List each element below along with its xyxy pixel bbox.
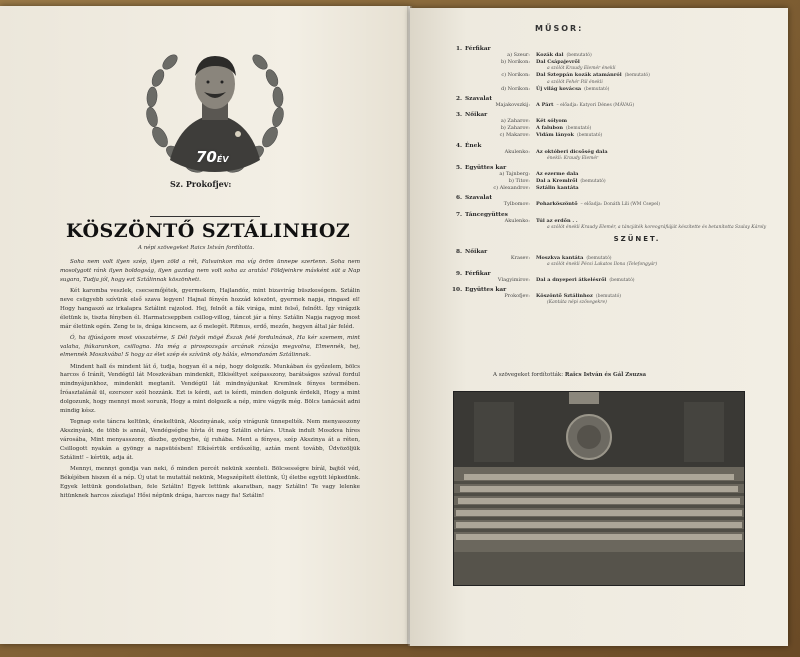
- program-piece: [452, 102, 782, 109]
- program-item-number: 7.: [455, 211, 462, 218]
- piece-title: A Párt: [536, 101, 554, 108]
- piece-title: Dal Szteppán kozák atamánról: [536, 72, 622, 79]
- piece-composer: c) Alexandrov:: [493, 185, 530, 192]
- piece-title: Sztálin kantáta: [536, 185, 579, 192]
- piece-composer: Akulenko:: [504, 217, 530, 224]
- piece-composer: b) Norikon:: [500, 59, 530, 66]
- poem-paragraph: Soha nem volt ilyen szép, ilyen zöld a rét, Falvainkon ma víg öröm ünnepe szertenn. Soha nem mosolygott ránk ilyen boldogság, ilyen gazdag nem volt soha az aratás! Földjeinkre másként süt a Nap sugara, Tudja jól, hogy ezt Sztálinnak köszönheti.: [60, 259, 360, 283]
- piece-title: A falubon: [536, 125, 564, 132]
- piece-composer: a) Szeur:: [507, 52, 530, 58]
- left-page: [0, 6, 410, 644]
- piece-note: – előadja: Katyori Dénes (MÁVAG): [556, 102, 635, 108]
- document-title: KÖSZÖNTŐ SZTÁLINHOZ: [66, 220, 351, 242]
- program-piece: [452, 293, 782, 300]
- piece-title: Kozák dal: [536, 52, 564, 58]
- program-item-title: Férfikar: [465, 271, 491, 278]
- program-item: [452, 96, 782, 109]
- author-name: Sz. Prokofjev:: [170, 179, 232, 189]
- program-piece: [452, 201, 782, 208]
- choir-photograph: [453, 391, 745, 586]
- program-piece: [452, 132, 782, 139]
- piece-title: Dal Csápajevről: [536, 59, 580, 66]
- program-list: [452, 46, 782, 309]
- program-item-number: 5.: [455, 164, 462, 171]
- poem-paragraph: Mindent hall és mindent lát ő, tudja, hogyan él a nép, hogy dolgozik. Munkában és győzelem, bölcs harcos ő Iránít, Vendégül lát Moszkvában mindenkit, Elkiséltyet szépasszony, barátságos szóval fordul mindnyájunkhoz, mindenkit megtanít. Vendégül lát mindnyájunkat Kremlnek fényes termében. Íróasztalánál ül, ezerszer szól hozzánk. Ezt is kérdi, azt is kérdi, minden dolgunk érdekli, Hogy a mint dolgozunk, hogy mennyi most sorunk, Hogy a mint dolgozik a nép, mire vágyik még. Bölcs tanácsát adni mindig kész.: [60, 363, 360, 415]
- program-item: [452, 287, 782, 306]
- program-item: [452, 112, 782, 140]
- poem-paragraph: Két karomba veszlek, csecsemőjétek, gyermekem, Hajlandóz, mint bizavirág büszkeségem. Sztálin neve csügyebb szívünk első szava legyen! Hajnal fényén hozzád köszönt, gyermek napja, ringasd el! Hogy hangaszó az irkalapra Sztálint rajzolod. Hej, felnőt a fák virága, mint felső, felnőtt. Így virágzik életünk is, tiszta fényben él. Harmatcseppben csillog-villog, táncot jár a fény. Sztálin Napja ragyog most már életünk egén. Zeng te is, drága kincsem, az ő melegét. Ritmus, erdő, mezőn, hegyen által jár feléd.: [60, 287, 360, 330]
- piece-composer: c) Makarov:: [499, 132, 530, 139]
- piece-composer: Akulenko:: [504, 148, 530, 155]
- program-heading: MŰSOR:: [535, 24, 584, 33]
- piece-composer: b) Titov:: [508, 178, 530, 185]
- program-piece: [452, 277, 782, 284]
- program-piece: [452, 171, 782, 178]
- piece-composer: Vlagyimirov:: [497, 277, 530, 284]
- translators-credit: A szövegeket fordították: Raics István és Gál Zsuzsa: [493, 372, 647, 378]
- program-item-title: Együttes kar: [465, 287, 507, 294]
- program-item-number: 2.: [455, 95, 462, 102]
- program-item: [452, 195, 782, 208]
- program-item: [452, 249, 782, 268]
- piece-note: (bemutató): [580, 179, 606, 185]
- program-piece: [452, 72, 782, 79]
- program-piece: [452, 86, 782, 93]
- piece-composer: Tylbomov:: [503, 201, 530, 208]
- title-divider: [150, 216, 260, 217]
- piece-performer-note: a szólót énekli Kraudy Elemér, a táncjáték koreográfiáját készítette és betanította Szalay Károly: [547, 224, 767, 230]
- program-item-title: Együttes kar: [465, 164, 507, 171]
- piece-note: (bemutató): [609, 278, 635, 284]
- piece-composer: c) Norikon:: [501, 72, 530, 79]
- piece-note: (bemutató): [624, 73, 650, 79]
- program-item-number: 9.: [455, 271, 462, 278]
- program-item-title: Ének: [465, 142, 482, 149]
- seventy-years-caption: 70ÉV: [196, 148, 229, 166]
- poem-text: [60, 258, 360, 503]
- piece-performer-note: a szólót Fehér Pál énekli: [547, 79, 603, 85]
- piece-title: Túl az erdőn . .: [536, 217, 578, 224]
- piece-performer-note: (Kantáta népi szövegekre): [547, 300, 607, 306]
- program-item: [452, 212, 782, 231]
- piece-note: (bemutató): [586, 255, 612, 261]
- piece-composer: a) Tajnberg:: [499, 170, 530, 177]
- program-item-title: Táncegyüttes: [465, 211, 508, 218]
- piece-composer: Majakovszkij:: [495, 101, 530, 108]
- program-piece: [452, 59, 782, 66]
- program-item: [452, 165, 782, 193]
- piece-title: Az októberi dicsőség dala: [536, 148, 608, 155]
- piece-composer: Prokofjev:: [504, 293, 530, 300]
- program-item: [452, 271, 782, 284]
- piece-title: Moszkva kantáta: [536, 254, 584, 261]
- program-item: [452, 143, 782, 162]
- program-item-number: 8.: [455, 248, 462, 255]
- program-item-title: Férfikar: [465, 46, 491, 52]
- piece-composer: Krasev:: [510, 254, 530, 261]
- poem-paragraph: Ó, ha ifjúságom most visszatérne, S Dél folyói mögé Észak felé fordulnának, Ha kér szemem, mint valaha, fiúkarunkon, csillogna. Ha még a pirospozsgás arcának rózsája megvolna, Elmennék, hej, elmennék Moszkvába! S hogy az élet szép és szívünk oly hálás, elmondanám Sztálinnak.: [60, 334, 360, 359]
- piece-composer: a) Zaharov:: [500, 118, 530, 125]
- piece-note: (bemutató): [566, 53, 592, 58]
- piece-note: (bemutató): [576, 133, 603, 139]
- piece-note: (bemutató): [584, 86, 610, 92]
- program-item-title: Nőikar: [465, 248, 488, 255]
- program-item: [452, 46, 782, 93]
- piece-title: Dal a dnyeperi átkelésről: [536, 277, 607, 284]
- program-leaflet: [0, 6, 790, 646]
- piece-note: – előadja: Donáth Lili (WM Csepel): [580, 202, 660, 208]
- piece-title: Két sólyom: [536, 118, 568, 125]
- poem-paragraph: Tegnap este táncra keltünk, énekeltünk, Akszinyának, szép virágunk ünnepelték. Nem menyasszony Akszinyánk, de több is annál, Vendégségbe hívta őt meg Sztálin elvtárs. Utnak indult Moszkva híres városába, Mint menyasszony, díszbe, gyöngybe, új ruhába. Ment a fényes, szép Akszinya át a réten, Csillogott nyakán a gyöngy a napsütésben! Elkísértük erdőszélig, aztán ment tovább, Üdvözöljük Sztálint! – kértük, adja át.: [60, 419, 360, 461]
- translator-note: A népi szövegeket Raics István fordította.: [138, 245, 255, 251]
- piece-performer-note: a szólót Kraudy Elemér énekli: [547, 66, 616, 72]
- piece-note: (bemutató): [566, 126, 592, 132]
- piece-title: Köszöntő Sztálinhoz: [536, 293, 593, 300]
- piece-composer: d) Norikon:: [500, 85, 530, 92]
- piece-title: Dal a Kremlről: [536, 178, 578, 185]
- piece-title: Vidám lányok: [536, 132, 574, 139]
- program-item-number: 6.: [455, 195, 462, 202]
- program-item-number: 4.: [455, 142, 462, 149]
- piece-performer-note: a szólót énekli Pécsi Lakatos Ilona (Telefongyár): [547, 262, 658, 268]
- program-piece: [452, 185, 782, 192]
- piece-note: (bemutató): [595, 294, 622, 300]
- program-piece: [452, 149, 782, 156]
- piece-composer: b) Zaharov:: [500, 125, 530, 132]
- program-item-title: Nőikar: [465, 112, 488, 119]
- program-item-number: 10.: [452, 287, 463, 294]
- piece-performer-note: énekli: Kraudy Elemér: [547, 155, 599, 161]
- piece-title: Új világ kovácsa: [536, 85, 582, 92]
- program-item-title: Szavalat: [465, 95, 492, 102]
- intermission-label: SZÜNET.: [613, 234, 661, 243]
- program-item-title: Szavalat: [465, 195, 492, 202]
- program-item-number: 1.: [455, 46, 462, 52]
- program-item-number: 3.: [455, 112, 462, 119]
- piece-title: Poharköszöntő: [536, 201, 578, 208]
- program-piece: [452, 218, 782, 225]
- program-piece: [452, 255, 782, 262]
- piece-title: Az ezerme dala: [536, 170, 579, 177]
- poem-paragraph: Mennyi, mennyi gondja van neki, ő minden percét nekünk szenteli. Bölcsességre bírál, bajtól véd, Békéjében hiszen él a nép. Új utat te mutattál nekünk, Megszépített életünk, Új életbe együtt lépkedünk. Egyek lettünk gondolatban, fele Sztálin! Egyek lettünk akaratban, nagy Sztálin! Te vagy lelenke hitünknek harcos zászlaja! Hősi népünk drága, harcos nagy fia! Sztálin!: [60, 465, 360, 499]
